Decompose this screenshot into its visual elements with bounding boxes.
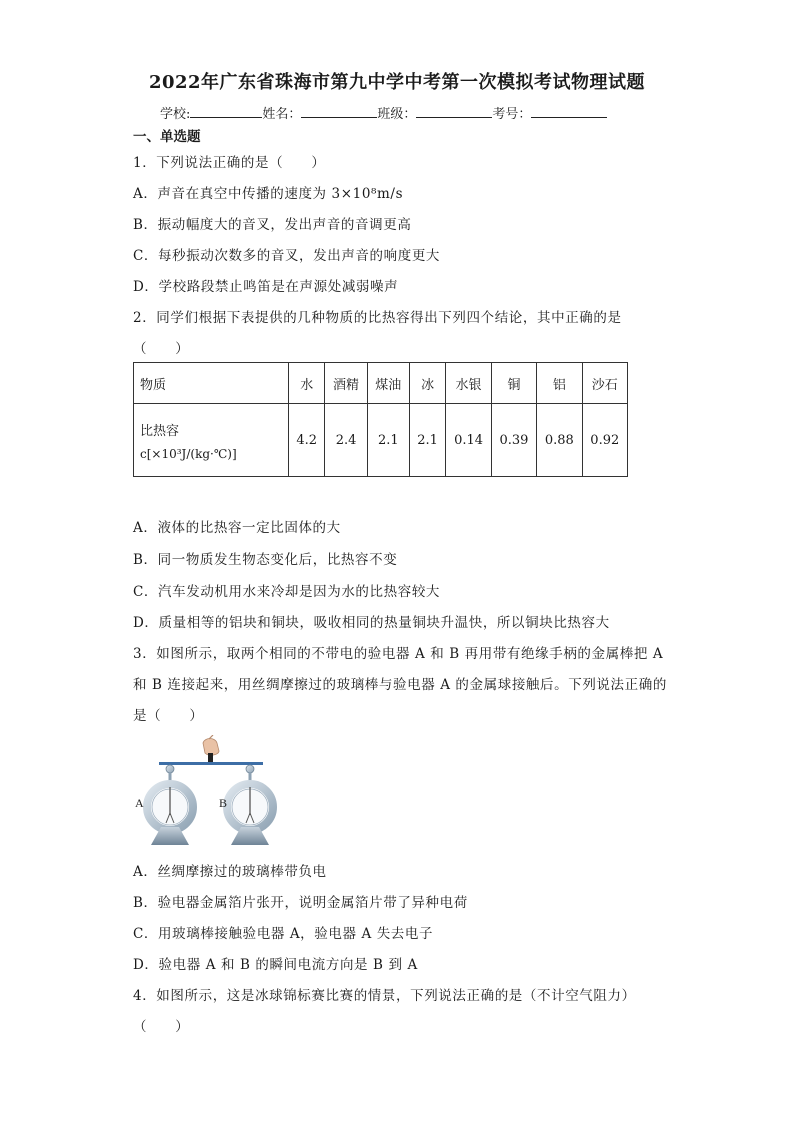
label-b: B — [219, 796, 228, 810]
table-cell: 0.39 — [491, 404, 536, 477]
q1-stem: 1．下列说法正确的是（ ） — [133, 155, 326, 171]
exam-no-blank[interactable] — [531, 104, 607, 118]
q2-option-a[interactable]: A．液体的比热容一定比固体的大 — [133, 520, 341, 536]
table-cell: 4.2 — [289, 404, 325, 477]
specific-heat-table — [133, 362, 628, 477]
q1-option-b[interactable]: B．振动幅度大的音叉，发出声音的音调更高 — [133, 217, 412, 233]
name-label: 姓名： — [262, 107, 302, 122]
table-row-label — [134, 404, 289, 477]
table-cell: 冰 — [409, 363, 445, 404]
class-blank[interactable] — [416, 104, 492, 118]
table-cell: 2.4 — [325, 404, 367, 477]
table-cell: 水 — [289, 363, 325, 404]
q1-option-c[interactable]: C．每秒振动次数多的音叉，发出声音的响度更大 — [133, 248, 441, 264]
exam-no-label: 考号： — [492, 107, 532, 122]
table-cell: 0.92 — [582, 404, 627, 477]
electroscope-a — [147, 765, 193, 845]
q2-option-b[interactable]: B．同一物质发生物态变化后，比热容不变 — [133, 552, 398, 568]
table-cell: 煤油 — [367, 363, 409, 404]
hand-icon — [203, 735, 219, 755]
school-label: 学校: — [160, 107, 191, 122]
q4-answer-paren: （ ） — [133, 1019, 190, 1035]
electroscope-figure — [133, 735, 283, 851]
q1-option-a[interactable]: A．声音在真空中传播的速度为 3×10⁸m/s — [133, 186, 404, 202]
table-cell: 2.1 — [409, 404, 445, 477]
q2-option-c[interactable]: C．汽车发动机用水来冷却是因为水的比热容较大 — [133, 584, 441, 600]
electroscope-illustration — [133, 735, 283, 847]
q2-answer-paren: （ ） — [133, 341, 190, 357]
metal-rod — [159, 762, 263, 765]
q3-option-b[interactable]: B．验电器金属箔片张开，说明金属箔片带了异种电荷 — [133, 895, 468, 911]
row-label-line2: c[×10³J/(kg·℃)] — [140, 446, 237, 461]
label-a: A — [135, 796, 144, 810]
table-cell: 铜 — [491, 363, 536, 404]
student-info-line — [160, 103, 607, 122]
insulated-handle — [208, 753, 213, 763]
q3-stem-line3: 是（ ） — [133, 708, 204, 724]
table-header-row — [134, 363, 628, 404]
q3-stem-line1: 3．如图所示，取两个相同的不带电的验电器 A 和 B 再用带有绝缘手柄的金属棒把 A — [133, 646, 664, 662]
q3-stem-line2: 和 B 连接起来，用丝绸摩擦过的玻璃棒与验电器 A 的金属球接触后。下列说法正确的 — [133, 677, 667, 693]
table-cell: 0.14 — [446, 404, 491, 477]
class-label: 班级： — [377, 107, 417, 122]
electroscope-b — [227, 765, 273, 845]
table-cell: 0.88 — [537, 404, 582, 477]
q4-stem: 4．如图所示，这是冰球锦标赛比赛的情景，下列说法正确的是（不计空气阻力） — [133, 988, 636, 1004]
page-title: 2022年广东省珠海市第九中学中考第一次模拟考试物理试题 — [148, 72, 646, 93]
q2-stem: 2．同学们根据下表提供的几种物质的比热容得出下列四个结论，其中正确的是 — [133, 310, 622, 326]
table-cell: 2.1 — [367, 404, 409, 477]
table-cell: 沙石 — [582, 363, 627, 404]
section-heading: 一、单选题 — [133, 129, 201, 145]
q3-option-d[interactable]: D．验电器 A 和 B 的瞬间电流方向是 B 到 A — [133, 957, 418, 973]
table-header-label: 物质 — [134, 363, 289, 404]
q3-option-c[interactable]: C．用玻璃棒接触验电器 A，验电器 A 失去电子 — [133, 926, 434, 942]
row-label-line1: 比热容 — [140, 423, 180, 439]
school-blank[interactable] — [190, 104, 262, 118]
table-cell: 水银 — [446, 363, 491, 404]
table-value-row — [134, 404, 628, 477]
table-cell: 铝 — [537, 363, 582, 404]
table-cell: 酒精 — [325, 363, 367, 404]
q1-option-d[interactable]: D．学校路段禁止鸣笛是在声源处减弱噪声 — [133, 279, 399, 295]
q3-option-a[interactable]: A．丝绸摩擦过的玻璃棒带负电 — [133, 864, 327, 880]
q2-option-d[interactable]: D．质量相等的铝块和铜块，吸收相同的热量铜块升温快，所以铜块比热容大 — [133, 615, 610, 631]
name-blank[interactable] — [301, 104, 377, 118]
